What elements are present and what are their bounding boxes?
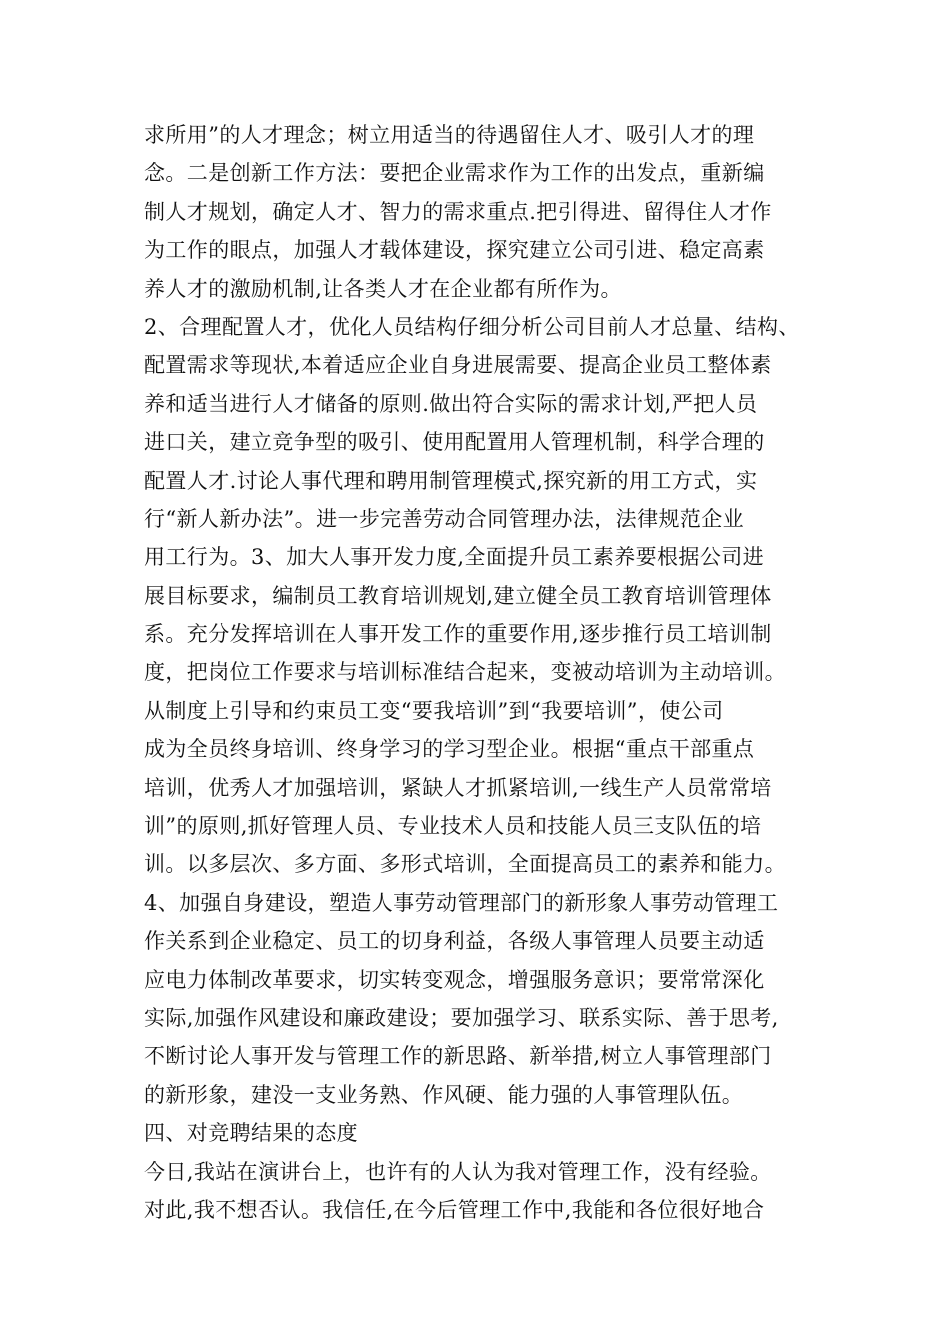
text-line: 对此,我不想否认。我信任,在今后管理工作中,我能和各位很好地合 [144, 1197, 765, 1222]
text-line: 作关系到企业稳定、员工的切身利益，各级人事管理人员要主动适 [144, 929, 765, 954]
text-line: 配置需求等现状,本着适应企业自身进展需要、提高企业员工整体素 [144, 353, 772, 378]
text-line: 不断讨论人事开发与管理工作的新思路、新举措,树立人事管理部门 [144, 1044, 772, 1069]
text-line: 展目标要求，编制员工教育培训规划,建立健全员工教育培训管理体 [144, 583, 772, 608]
text-line: 成为全员终身培训、终身学习的学习型企业。根据“重点干部重点 [144, 737, 755, 762]
text-line: 四、对竞聘结果的态度 [144, 1121, 358, 1146]
text-line: 度，把岗位工作要求与培训标准结合起来，变被动培训为主动培训。 [144, 660, 786, 685]
text-line: 用工行为。3、加大人事开发力度,全面提升员工素养要根据公司进 [144, 545, 765, 570]
text-line: 训”的原则,抓好管理人员、专业技术人员和技能人员三支队伍的培 [144, 814, 762, 839]
text-line: 制人才规划，确定人才、智力的需求重点.把引得进、留得住人才作 [144, 199, 772, 224]
text-line: 2、合理配置人才，优化人员结构仔细分析公司目前人才总量、结构、 [144, 314, 800, 339]
text-line: 培训，优秀人才加强培训，紧缺人才抓紧培训,一线生产人员常常培 [144, 775, 772, 800]
text-line: 行“新人新办法”。进一步完善劳动合同管理办法，法律规范企业 [144, 506, 745, 531]
text-line: 4、加强自身建设，塑造人事劳动管理部门的新形象人事劳动管理工 [144, 890, 779, 915]
text-line: 训。以多层次、多方面、多形式培训，全面提高员工的素养和能力。 [144, 852, 786, 877]
text-line: 实际,加强作风建设和廉政建设；要加强学习、联系实际、善于思考, [144, 1005, 779, 1030]
text-line: 求所用”的人才理念；树立用适当的待遇留住人才、吸引人才的理 [144, 123, 755, 147]
text-line: 从制度上引导和约束员工变“要我培训”到“我要培训”，使公司 [144, 698, 724, 723]
text-line: 应电力体制改革要求，切实转变观念，增强服务意识；要常常深化 [144, 967, 765, 992]
text-line: 的新形象，建没一支业务熟、作风硬、能力强的人事管理队伍。 [144, 1082, 744, 1107]
text-line: 进口关，建立竞争型的吸引、使用配置用人管理机制，科学合理的 [144, 430, 765, 455]
text-line: 为工作的眼点，加强人才载体建设，探究建立公司引进、稳定高素 [144, 238, 765, 263]
text-line: 今日,我站在演讲台上，也许有的人认为我对管理工作，没有经验。 [144, 1159, 772, 1184]
text-line: 念。二是创新工作方法：要把企业需求作为工作的出发点，重新编 [144, 161, 765, 186]
text-line: 配置人才.讨论人事代理和聘用制管理模式,探究新的用工方式，实 [144, 468, 758, 493]
text-line: 养人才的激励机制,让各类人才在企业都有所作为。 [144, 276, 622, 301]
text-line: 养和适当进行人才储备的原则.做出符合实际的需求计划,严把人员 [144, 391, 758, 416]
text-line: 系。充分发挥培训在人事开发工作的重要作用,逐步推行员工培训制 [144, 622, 772, 647]
document-body [144, 116, 834, 1229]
